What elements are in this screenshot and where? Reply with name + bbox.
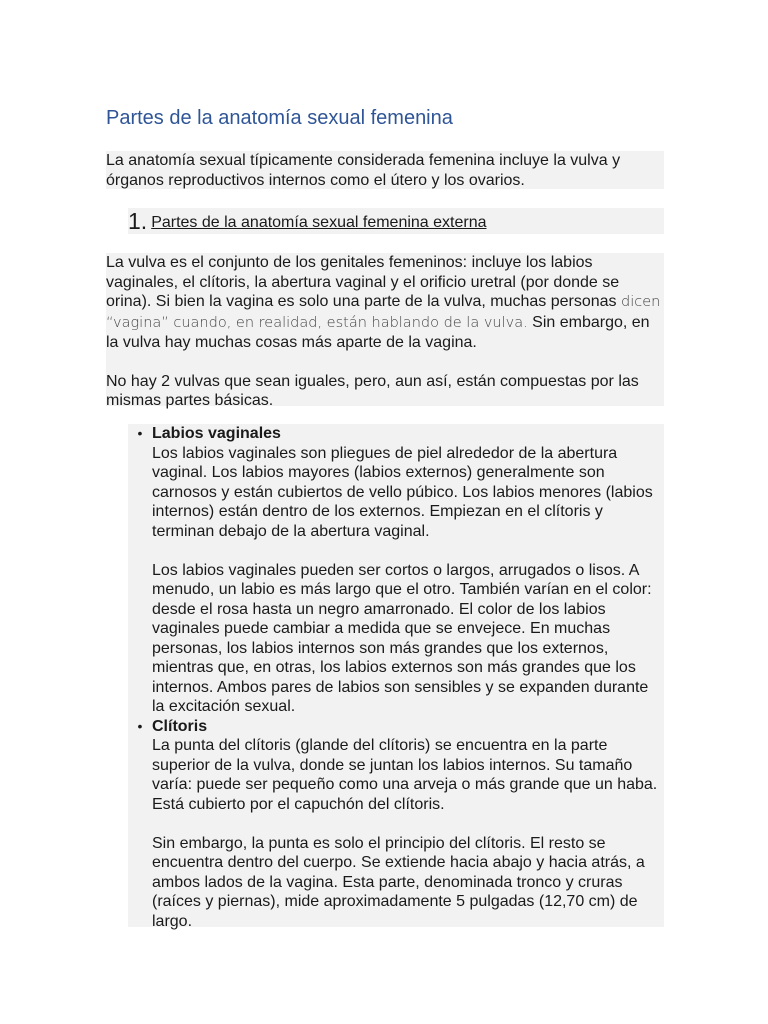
vulva-paragraph-1 (106, 253, 664, 353)
paragraph-spacer (152, 541, 664, 561)
list-item-labios (128, 424, 664, 717)
paragraph-spacer (152, 814, 664, 834)
vulva-text-b: dicen “vagina” cuando, en realidad, están hablando de la vulva. (106, 294, 661, 331)
section-number: 1. (128, 208, 148, 234)
list-item-title: Labios vaginales (152, 425, 281, 442)
list-item-clitoris (128, 717, 664, 932)
paragraph-spacer (106, 353, 664, 372)
bullet-icon: • (137, 717, 143, 734)
list-item-paragraph: Los labios vaginales pueden ser cortos o largos, arrugados o lisos. A menudo, un labio es más largo que el otro. También varían en el color: desde el rosa hasta un negro amarronado. El color de los labios vaginales puede cambiar a medida que se envejece. En muchas personas, los labios internos son más grandes que los externos, mientras que, en otras, los labios externos son más grandes que los internos. Ambos pares de labios son sensibles y se expanden durante la excitación sexual. (152, 561, 652, 715)
intro-paragraph: La anatomía sexual típicamente considerada femenina incluye la vulva y órganos reproductivos internos como el útero y los ovarios. (106, 151, 664, 189)
section-heading (128, 208, 664, 234)
vulva-paragraph-2: No hay 2 vulvas que sean iguales, pero, aun así, están compuestas por las mismas partes básicas. (106, 372, 639, 409)
list-item-paragraph: Los labios vaginales son pliegues de piel alrededor de la abertura vaginal. Los labios mayores (labios externos) generalmente son carnosos y están cubiertos de vello púbico. Los labios menores (labios internos) están dentro de los externos. Empiezan en el clítoris y terminan debajo de la abertura vaginal. (152, 444, 653, 540)
anatomy-list (128, 424, 664, 930)
list-item-paragraph: Sin embargo, la punta es solo el principio del clítoris. El resto se encuentra dentro del cuerpo. Se extiende hacia abajo y hacia atrás, a ambos lados de la vagina. Esta parte, denominada tronco y cruras (raíces y piernas), mide aproximadamente 5 pulgadas (12,70 cm) de largo. (152, 834, 645, 930)
section-heading-text: Partes de la anatomía sexual femenina externa (151, 214, 487, 231)
list-item-paragraph: La punta del clítoris (glande del clítoris) se encuentra en la parte superior de la vulva, donde se juntan los labios internos. Su tamaño varía: puede ser pequeño como una arveja o más grande que un haba. Está cubierto por el capuchón del clítoris. (152, 737, 658, 813)
vulva-text-a: La vulva es el conjunto de los genitales femeninos: incluye los labios vaginales, el clítoris, la abertura vaginal y el orificio uretral (por donde se orina). Si bien la vagina es solo una parte de la vulva, muchas personas (106, 254, 620, 310)
vulva-description (106, 253, 664, 409)
bullet-icon: • (137, 425, 143, 441)
vulva-text-c: Sin embargo, en la vulva hay muchas cosas más aparte de la vagina. (106, 313, 650, 351)
list-item-title: Clítoris (152, 717, 208, 735)
page-title: Partes de la anatomía sexual femenina (106, 107, 453, 129)
